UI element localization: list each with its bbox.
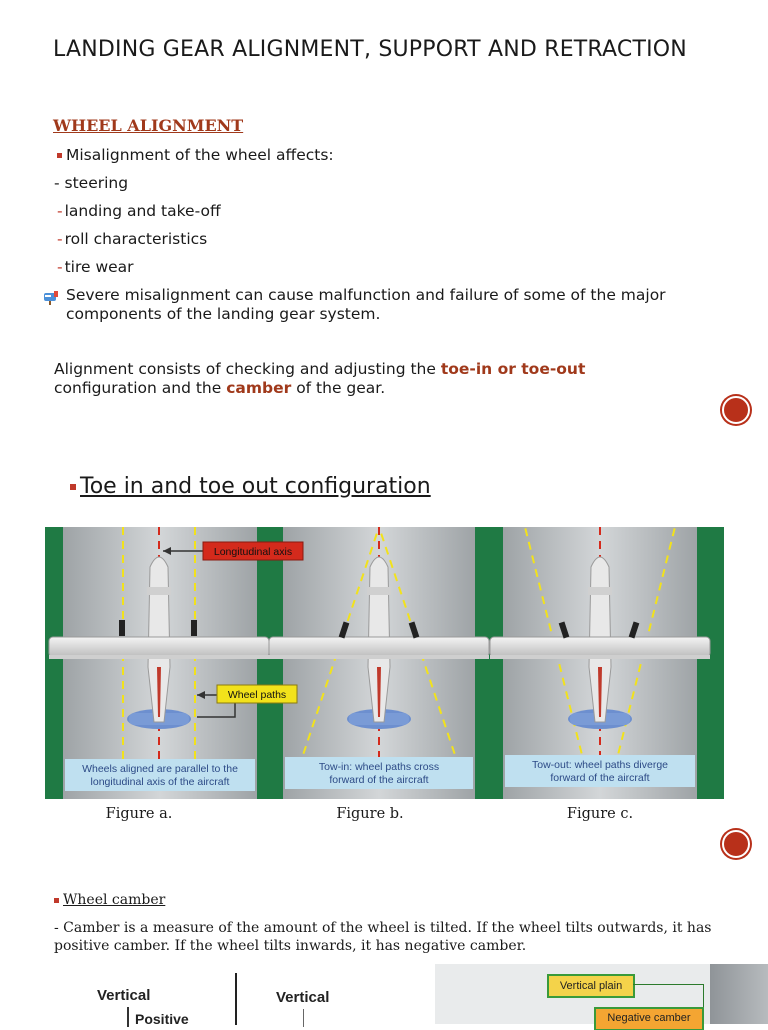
slide-nav-button[interactable] xyxy=(722,396,750,424)
list-item xyxy=(57,229,207,249)
positive-label: Positive xyxy=(135,1011,189,1027)
callout-connector xyxy=(633,984,703,985)
list-item-text: landing and take-off xyxy=(64,202,221,220)
list-item-text: tire wear xyxy=(64,258,134,276)
alignment-paragraph xyxy=(54,360,674,398)
panel-b-text-line1: Tow-in: wheel paths cross xyxy=(318,761,440,773)
alignment-text: of the gear. xyxy=(291,379,386,397)
list-item-text: - steering xyxy=(54,174,129,192)
severe-misalignment-note: Severe misalignment can cause malfunction and failure of some of the major components of the landing gear system. xyxy=(66,286,666,323)
list-item xyxy=(57,257,134,277)
wheel-paths-label: Wheel paths xyxy=(227,689,287,701)
wheel-camber-heading-text: Wheel camber xyxy=(63,892,166,908)
bullet-icon xyxy=(57,153,62,158)
camber-description: - Camber is a measure of the amount of the wheel is tilted. If the wheel tilts outwards, it has positive camber. If the wheel tilts inwards, it has negative camber. xyxy=(54,920,712,954)
figure-c-caption: Figure c. xyxy=(566,806,634,822)
vertical-label-1: Vertical xyxy=(97,987,151,1004)
toe-heading xyxy=(70,474,431,499)
list-item xyxy=(54,173,128,193)
camber-diagram-left xyxy=(55,965,435,1027)
page-title: LANDING GEAR ALIGNMENT, SUPPORT AND RETRACTION xyxy=(53,37,687,62)
toe-heading-text: Toe in and toe out configuration xyxy=(80,474,431,499)
panel-c-text-line2: forward of the aircraft xyxy=(550,772,650,784)
vertical-plain-callout xyxy=(548,975,634,997)
list-item-text: roll characteristics xyxy=(64,230,208,248)
panel-a-text-line2: longitudinal axis of the aircraft xyxy=(90,776,230,788)
panel-b-text-line2: forward of the aircraft xyxy=(329,774,429,786)
alignment-text: configuration and the xyxy=(54,379,227,397)
slide-nav-button[interactable] xyxy=(722,830,750,858)
wheel-alignment-heading: WHEEL ALIGNMENT xyxy=(53,116,244,135)
vertical-plain-label: Vertical plain xyxy=(559,980,623,992)
panel-a-text-line1: Wheels aligned are parallel to the xyxy=(82,763,238,775)
dash-bullet-icon: - xyxy=(57,258,63,276)
negative-camber-callout xyxy=(595,1008,703,1030)
divider-line xyxy=(235,973,237,1025)
list-item xyxy=(57,201,221,221)
dash-bullet-icon: - xyxy=(57,202,63,220)
callout-connector xyxy=(703,984,704,1010)
camber-highlight: camber xyxy=(226,379,292,397)
alignment-text: Alignment consists of checking and adjusting the xyxy=(54,360,441,378)
toe-highlight: toe-in or toe-out xyxy=(440,360,586,378)
vertical-line xyxy=(303,1009,304,1027)
dash-bullet-icon: - xyxy=(57,230,63,248)
longitudinal-axis-label: Longitudinal axis xyxy=(213,546,293,558)
tire-photo-edge xyxy=(710,964,768,1024)
mailbox-icon xyxy=(42,287,62,305)
bullet-icon xyxy=(70,484,76,490)
lead-text: Misalignment of the wheel affects: xyxy=(66,146,334,164)
misalignment-lead xyxy=(57,145,334,165)
wheel-camber-heading xyxy=(54,891,165,909)
toe-configuration-figure xyxy=(45,527,724,799)
camber-photo-panel xyxy=(435,964,768,1024)
vertical-label-2: Vertical xyxy=(276,989,330,1006)
vertical-line xyxy=(127,1007,129,1027)
panel-c-text-line1: Tow-out: wheel paths diverge xyxy=(532,759,668,771)
figure-b-caption: Figure b. xyxy=(336,806,404,822)
figure-a-caption: Figure a. xyxy=(105,806,173,822)
negative-camber-label: Negative camber xyxy=(607,1012,691,1024)
bullet-icon xyxy=(54,898,59,903)
